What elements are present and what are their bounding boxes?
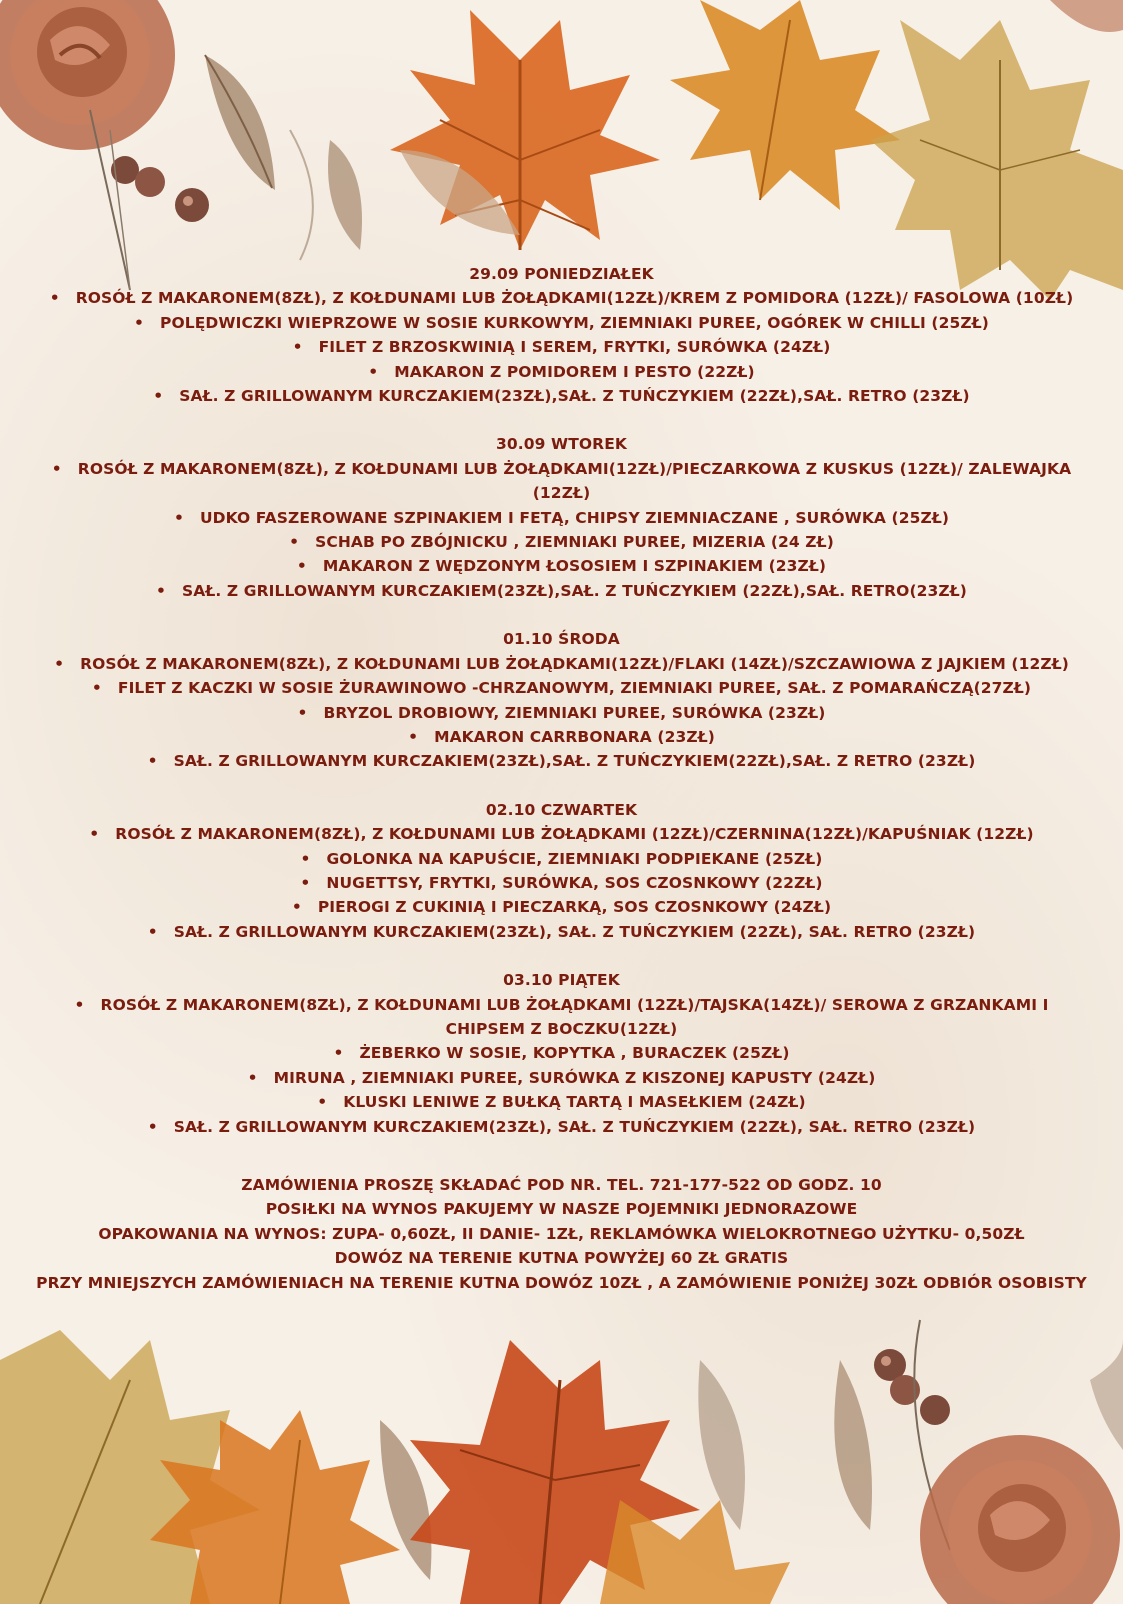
bullet-icon: • <box>153 387 164 406</box>
menu-item-text: MIRUNA , ZIEMNIAKI PUREE, SURÓWKA Z KISZONEJ KAPUSTY (24ZŁ) <box>273 1068 876 1087</box>
day-section <box>0 968 1123 1139</box>
menu-item <box>0 895 1123 919</box>
yellow-leaf-icon <box>870 20 1123 300</box>
menu-item <box>0 360 1123 384</box>
day-title: 03.10 PIĄTEK <box>503 971 620 990</box>
menu-item <box>0 993 1123 1042</box>
day-section <box>0 627 1123 773</box>
bullet-icon: • <box>89 825 100 844</box>
bullet-icon: • <box>54 654 65 673</box>
menu-item-text: SAŁ. Z GRILLOWANYM KURCZAKIEM(23ZŁ),SAŁ. Z TUŃCZYKIEM (22ZŁ),SAŁ. RETRO(23ZŁ) <box>182 581 967 600</box>
menu-item <box>0 384 1123 408</box>
menu-item <box>0 1090 1123 1114</box>
menu-item <box>0 749 1123 773</box>
bullet-icon: • <box>74 995 85 1014</box>
order-note: PRZY MNIEJSZYCH ZAMÓWIENIACH NA TERENIE KUTNA DOWÓZ 10ZŁ , A ZAMÓWIENIE PONIŻEJ 30ZŁ ODBIÓR OSOBISTY <box>36 1273 1087 1292</box>
menu-item-text: POLĘDWICZKI WIEPRZOWE W SOSIE KURKOWYM, ZIEMNIAKI PUREE, OGÓREK W CHILLI (25ZŁ) <box>160 313 989 332</box>
menu-item-text: NUGETTSY, FRYTKI, SURÓWKA, SOS CZOSNKOWY (22ZŁ) <box>326 873 823 892</box>
menu-item-text: GOLONKA NA KAPUŚCIE, ZIEMNIAKI PODPIEKANE (25ZŁ) <box>326 849 823 868</box>
bullet-icon: • <box>147 1117 158 1136</box>
bullet-icon: • <box>147 922 158 941</box>
bullet-icon: • <box>300 849 311 868</box>
menu-item-text: SAŁ. Z GRILLOWANYM KURCZAKIEM(23ZŁ), SAŁ. Z TUŃCZYKIEM (22ZŁ), SAŁ. RETRO (23ZŁ) <box>173 1117 976 1136</box>
maple-leaf-icon <box>390 10 660 250</box>
menu-item-text: FILET Z KACZKI W SOSIE ŻURAWINOWO -CHRZANOWYM, ZIEMNIAKI PUREE, SAŁ. Z POMARAŃCZĄ(27ZŁ) <box>117 679 1032 698</box>
menu-item-text: ROSÓŁ Z MAKARONEM(8ZŁ), Z KOŁDUNAMI LUB ŻOŁĄDKAMI(12ZŁ)/KREM Z POMIDORA (12ZŁ)/ FASOLOWA (10ZŁ) <box>75 289 1074 308</box>
menu-item-text: SAŁ. Z GRILLOWANYM KURCZAKIEM(23ZŁ), SAŁ. Z TUŃCZYKIEM (22ZŁ), SAŁ. RETRO (23ZŁ) <box>173 922 976 941</box>
day-title: 02.10 CZWARTEK <box>485 800 638 819</box>
menu-item-text: ROSÓŁ Z MAKARONEM(8ZŁ), Z KOŁDUNAMI LUB ŻOŁĄDKAMI (12ZŁ)/CZERNINA(12ZŁ)/KAPUŚNIAK (12ZŁ) <box>115 825 1034 844</box>
menu-item-text: PIEROGI Z CUKINIĄ I PIECZARKĄ, SOS CZOSNKOWY (24ZŁ) <box>317 898 832 917</box>
menu-item <box>0 920 1123 944</box>
menu-item <box>0 676 1123 700</box>
bullet-icon: • <box>291 898 302 917</box>
menu-item <box>0 286 1123 310</box>
bullet-icon: • <box>49 289 60 308</box>
bullet-icon: • <box>333 1044 344 1063</box>
order-note: DOWÓZ NA TERENIE KUTNA POWYŻEJ 60 ZŁ GRATIS <box>334 1249 789 1268</box>
bullet-icon: • <box>91 679 102 698</box>
menu-item <box>0 506 1123 530</box>
menu-item-text: FILET Z BRZOSKWINIĄ I SEREM, FRYTKI, SURÓWKA (24ZŁ) <box>318 338 831 357</box>
menu-item-text: ŻEBERKO W SOSIE, KOPYTKA , BURACZEK (25ZŁ) <box>359 1044 790 1063</box>
bullet-icon: • <box>173 508 184 527</box>
menu-item-text: UDKO FASZEROWANE SZPINAKIEM I FETĄ, CHIPSY ZIEMNIACZANE , SURÓWKA (25ZŁ) <box>199 508 950 527</box>
menu-item-text: MAKARON Z WĘDZONYM ŁOSOSIEM I SZPINAKIEM (23ZŁ) <box>322 557 827 576</box>
menu-item <box>0 847 1123 871</box>
menu-item <box>0 1066 1123 1090</box>
bullet-icon: • <box>134 313 145 332</box>
menu-item <box>0 652 1123 676</box>
rose-icon <box>0 0 175 150</box>
bullet-icon: • <box>317 1093 328 1112</box>
day-section <box>0 262 1123 408</box>
menu-item-text: ROSÓŁ Z MAKARONEM(8ZŁ), Z KOŁDUNAMI LUB ŻOŁĄDKAMI (12ZŁ)/TAJSKA(14ZŁ)/ SEROWA Z GRZANKAMI I CHIPSEM Z BOCZKU(12ZŁ) <box>100 995 1049 1038</box>
menu-item <box>0 335 1123 359</box>
menu-item <box>0 457 1123 506</box>
menu-item <box>0 725 1123 749</box>
bullet-icon: • <box>147 752 158 771</box>
menu-item <box>0 701 1123 725</box>
day-title: 29.09 PONIEDZIAŁEK <box>469 265 654 283</box>
bullet-icon: • <box>408 727 419 746</box>
order-note: OPAKOWANIA NA WYNOS: ZUPA- 0,60ZŁ, II DANIE- 1ZŁ, REKLAMÓWKA WIELOKROTNEGO UŻYTKU- 0,50ZŁ <box>98 1224 1025 1243</box>
autumn-leaves-bottom-decoration <box>0 1300 1123 1604</box>
bullet-icon: • <box>51 459 62 478</box>
menu-item <box>0 579 1123 603</box>
weekly-menu <box>0 262 1123 1295</box>
menu-item <box>0 1041 1123 1065</box>
order-note: POSIŁKI NA WYNOS PAKUJEMY W NASZE POJEMNIKI JEDNORAZOWE <box>265 1200 858 1219</box>
bullet-icon: • <box>368 362 379 381</box>
bullet-icon: • <box>156 581 167 600</box>
day-section <box>0 432 1123 603</box>
menu-item-text: BRYZOL DROBIOWY, ZIEMNIAKI PUREE, SURÓWKA (23ZŁ) <box>323 703 826 722</box>
menu-item <box>0 530 1123 554</box>
rose-icon <box>920 1435 1120 1604</box>
menu-item <box>0 1115 1123 1139</box>
menu-item-text: SCHAB PO ZBÓJNICKU , ZIEMNIAKI PUREE, MIZERIA (24 ZŁ) <box>315 533 834 552</box>
menu-item-text: KLUSKI LENIWE Z BUŁKĄ TARTĄ I MASEŁKIEM (24ZŁ) <box>343 1093 806 1112</box>
berries-icon <box>111 156 209 222</box>
menu-item <box>0 311 1123 335</box>
bullet-icon: • <box>300 873 311 892</box>
day-section <box>0 798 1123 944</box>
menu-item-text: ROSÓŁ Z MAKARONEM(8ZŁ), Z KOŁDUNAMI LUB ŻOŁĄDKAMI(12ZŁ)/FLAKI (14ZŁ)/SZCZAWIOWA Z JAJKIEM (12ZŁ) <box>80 654 1069 673</box>
day-title: 01.10 ŚRODA <box>503 630 620 649</box>
menu-item-text: ROSÓŁ Z MAKARONEM(8ZŁ), Z KOŁDUNAMI LUB ŻOŁĄDKAMI(12ZŁ)/PIECZARKOWA Z KUSKUS (12ZŁ)/ ZALEWAJKA (12ZŁ) <box>77 459 1072 503</box>
orange-leaf-icon <box>670 0 900 210</box>
bullet-icon: • <box>247 1068 258 1087</box>
menu-item-text: MAKARON CARRBONARA (23ZŁ) <box>434 727 715 746</box>
bullet-icon: • <box>292 338 303 357</box>
menu-item-text: SAŁ. Z GRILLOWANYM KURCZAKIEM(23ZŁ),SAŁ. Z TUŃCZYKIEM (22ZŁ),SAŁ. RETRO (23ZŁ) <box>179 387 970 406</box>
menu-item <box>0 822 1123 846</box>
bullet-icon: • <box>296 557 307 576</box>
bullet-icon: • <box>297 703 308 722</box>
order-note: ZAMÓWIENIA PROSZĘ SKŁADAĆ POD NR. TEL. 721-177-522 OD GODZ. 10 <box>241 1176 882 1194</box>
autumn-leaves-top-decoration <box>0 0 1123 300</box>
menu-item-text: MAKARON Z POMIDOREM I PESTO (22ZŁ) <box>394 362 755 381</box>
day-title: 30.09 WTOREK <box>495 435 627 454</box>
menu-item-text: SAŁ. Z GRILLOWANYM KURCZAKIEM(23ZŁ),SAŁ. Z TUŃCZYKIEM(22ZŁ),SAŁ. Z RETRO (23ZŁ) <box>173 752 976 771</box>
berries-icon <box>874 1349 950 1425</box>
menu-item <box>0 871 1123 895</box>
menu-item <box>0 554 1123 578</box>
bullet-icon: • <box>289 533 300 552</box>
order-information <box>0 1173 1123 1295</box>
